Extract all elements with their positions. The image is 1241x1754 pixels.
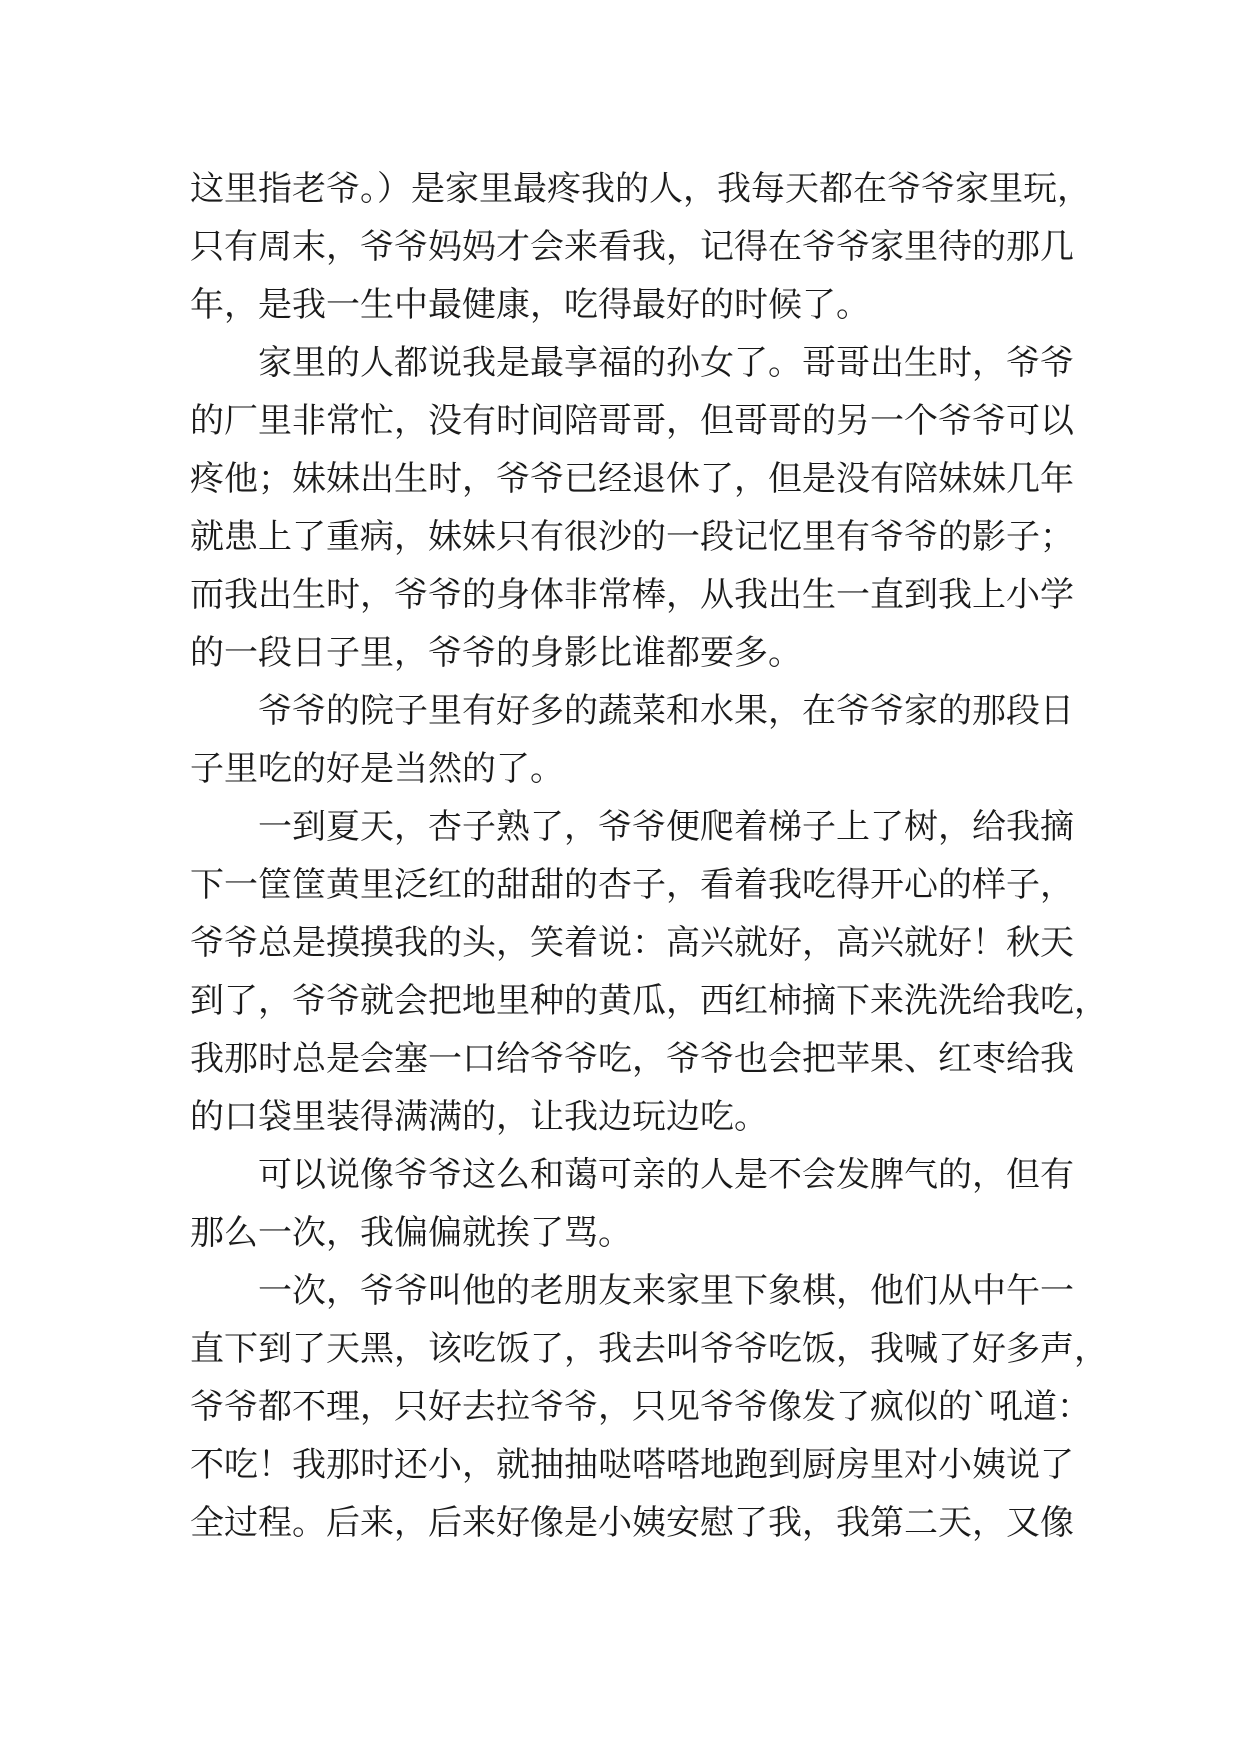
paragraph (190, 682, 1074, 798)
text-line: 可以说像爷爷这么和蔼可亲的人是不会发脾气的，但有 (258, 1155, 1074, 1195)
text-line: 不吃！我那时还小，就抽抽哒嗒嗒地跑到厨房里对小姨说了 (190, 1445, 1074, 1485)
text-line: 疼他；妹妹出生时，爷爷已经退休了，但是没有陪妹妹几年 (190, 459, 1074, 499)
text-line: 的厂里非常忙，没有时间陪哥哥，但哥哥的另一个爷爷可以 (190, 401, 1074, 441)
text-line: 的一段日子里，爷爷的身影比谁都要多。 (190, 633, 802, 673)
paragraph (190, 1146, 1074, 1262)
text-line: 一到夏天，杏子熟了，爷爷便爬着梯子上了树，给我摘 (258, 807, 1074, 847)
paragraph (190, 1262, 1108, 1552)
text-line: 下一筐筐黄里泛红的甜甜的杏子，看着我吃得开心的样子， (190, 865, 1074, 905)
text-line: 这里指老爷。）是家里最疼我的人，我每天都在爷爷家里玩， (190, 169, 1091, 209)
document-body (190, 160, 1108, 1552)
text-line: 子里吃的好是当然的了。 (190, 749, 564, 789)
text-line: 的口袋里装得满满的，让我边玩边吃。 (190, 1097, 768, 1137)
text-line: 就患上了重病，妹妹只有很沙的一段记忆里有爷爷的影子； (190, 517, 1074, 557)
paragraph (190, 798, 1108, 1146)
text-line: 全过程。后来，后来好像是小姨安慰了我，我第二天，又像 (190, 1503, 1074, 1543)
text-line: 爷爷都不理，只好去拉爷爷，只见爷爷像发了疯似的`吼道： (190, 1387, 1091, 1427)
text-line: 我那时总是会塞一口给爷爷吃，爷爷也会把苹果、红枣给我 (190, 1039, 1074, 1079)
text-line: 到了，爷爷就会把地里种的黄瓜，西红柿摘下来洗洗给我吃， (190, 981, 1108, 1021)
text-line: 一次，爷爷叫他的老朋友来家里下象棋，他们从中午一 (258, 1271, 1074, 1311)
text-line: 只有周末，爷爷妈妈才会来看我，记得在爷爷家里待的那几 (190, 227, 1074, 267)
paragraph (190, 160, 1091, 334)
text-line: 那么一次，我偏偏就挨了骂。 (190, 1213, 632, 1253)
text-line: 爷爷总是摸摸我的头，笑着说：高兴就好，高兴就好！秋天 (190, 923, 1074, 963)
text-line: 爷爷的院子里有好多的蔬菜和水果，在爷爷家的那段日 (258, 691, 1074, 731)
text-line: 家里的人都说我是最享福的孙女了。哥哥出生时，爷爷 (258, 343, 1074, 383)
paragraph (190, 334, 1074, 682)
text-line: 年，是我一生中最健康，吃得最好的时候了。 (190, 285, 870, 325)
text-line: 而我出生时，爷爷的身体非常棒，从我出生一直到我上小学 (190, 575, 1074, 615)
text-line: 直下到了天黑，该吃饭了，我去叫爷爷吃饭，我喊了好多声， (190, 1329, 1108, 1369)
